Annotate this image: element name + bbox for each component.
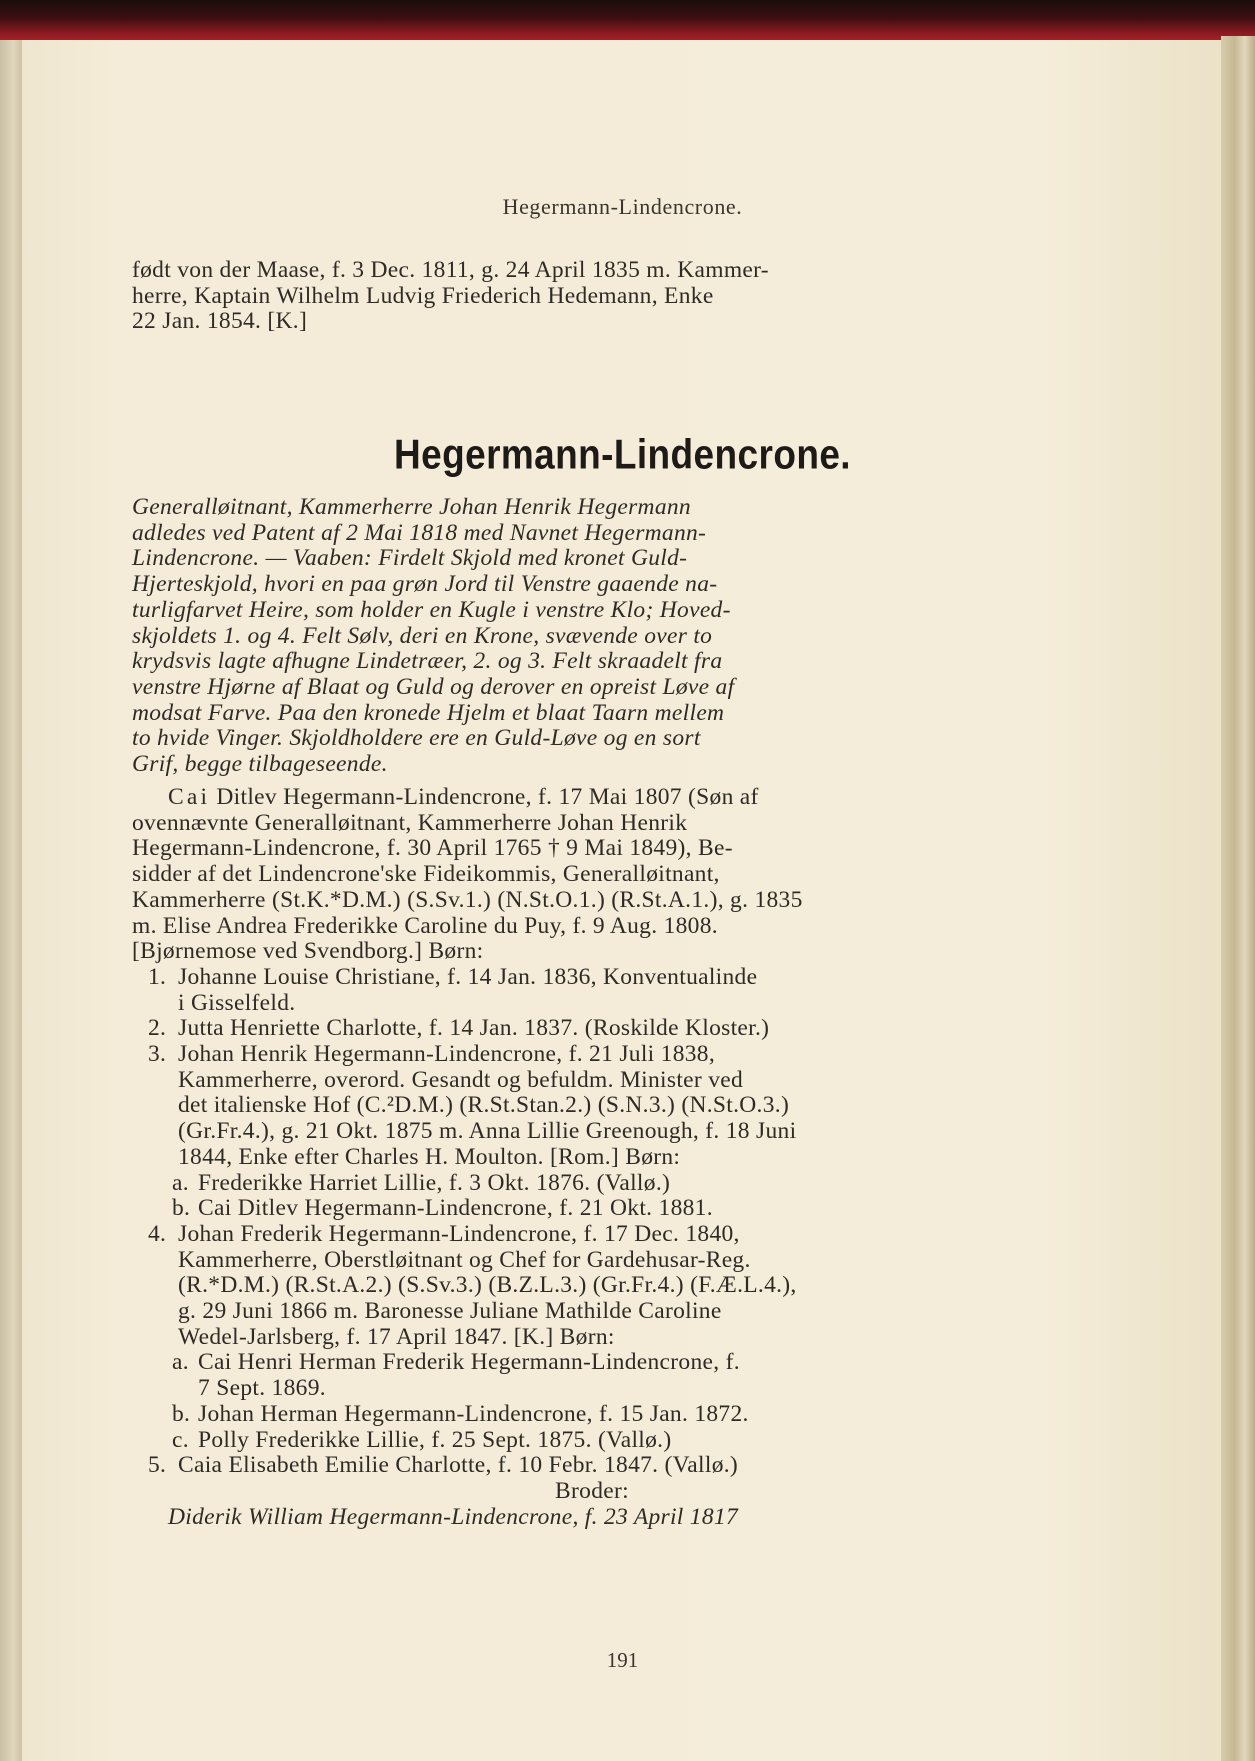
main-entry-line: sidder af det Lindencrone'ske Fideikommis, Generalløitnant, bbox=[132, 861, 720, 888]
grandchild-line: Cai Ditlev Hegermann-Lindencrone, f. 21 Okt. 1881. bbox=[198, 1195, 713, 1222]
child-entry bbox=[132, 1453, 1052, 1479]
grandchild-letter: a. bbox=[172, 1349, 189, 1376]
arms-line: Grif, begge tilbageseende. bbox=[132, 751, 388, 778]
intro-line: født von der Maase, f. 3 Dec. 1811, g. 24 April 1835 m. Kammer- bbox=[132, 257, 769, 283]
child-line: Johanne Louise Christiane, f. 14 Jan. 1836, Konventualinde bbox=[178, 963, 758, 990]
main-entry-name: Cai bbox=[168, 784, 211, 810]
grandchild-line: 7 Sept. 1869. bbox=[198, 1375, 326, 1402]
child-number: 4. bbox=[148, 1220, 167, 1247]
grandchild-entry bbox=[132, 1196, 1052, 1222]
child-number: 2. bbox=[148, 1015, 167, 1042]
grandchild-line: Polly Frederikke Lillie, f. 25 Sept. 1875. (Vallø.) bbox=[198, 1426, 672, 1453]
grandchild-letter: b. bbox=[172, 1400, 191, 1427]
running-head: Hegermann-Lindencrone. bbox=[502, 194, 743, 219]
book-page bbox=[20, 40, 1225, 1761]
arms-description bbox=[132, 495, 1052, 778]
child-line: 1844, Enke efter Charles H. Moulton. [Rom.] Børn: bbox=[178, 1143, 681, 1170]
main-entry-line: ovennævnte Generalløitnant, Kammerherre Johan Henrik bbox=[132, 809, 688, 836]
child-line: Kammerherre, Oberstløitnant og Chef for Gardehusar-Reg. bbox=[178, 1246, 751, 1273]
grandchild-line: Cai Henri Herman Frederik Hegermann-Lindencrone, f. bbox=[198, 1349, 740, 1376]
child-line: (R.*D.M.) (R.St.A.2.) (S.Sv.3.) (B.Z.L.3.) (Gr.Fr.4.) (F.Æ.L.4.), bbox=[178, 1272, 797, 1299]
child-line: Johan Frederik Hegermann-Lindencrone, f. 17 Dec. 1840, bbox=[178, 1220, 740, 1247]
page-number: 191 bbox=[606, 1648, 639, 1672]
child-number: 1. bbox=[148, 963, 167, 990]
page-right-edge bbox=[1221, 36, 1255, 1761]
arms-line: venstre Hjørne af Blaat og Guld og derover en opreist Løve af bbox=[132, 673, 735, 700]
main-entry-line: Kammerherre (St.K.*D.M.) (S.Sv.1.) (N.St.O.1.) (R.St.A.1.), g. 1835 bbox=[132, 886, 803, 913]
child-number: 5. bbox=[148, 1452, 167, 1479]
main-entry-first-line bbox=[132, 785, 1052, 811]
main-entry-line: Ditlev Hegermann-Lindencrone, f. 17 Mai 1807 (Søn af bbox=[210, 784, 759, 810]
child-line: Johan Henrik Hegermann-Lindencrone, f. 21 Juli 1838, bbox=[178, 1041, 716, 1068]
brother-line: Diderik William Hegermann-Lindencrone, f. 23 April 1817 bbox=[168, 1503, 739, 1530]
main-entry-line: m. Elise Andrea Frederikke Caroline du Puy, f. 9 Aug. 1808. bbox=[132, 912, 718, 939]
child-line: Wedel-Jarlsberg, f. 17 April 1847. [K.] Børn: bbox=[178, 1323, 615, 1350]
grandchild-entry bbox=[132, 1171, 1052, 1197]
child-line: (Gr.Fr.4.), g. 21 Okt. 1875 m. Anna Lillie Greenough, f. 18 Juni bbox=[178, 1118, 797, 1145]
grandchild-line: Johan Herman Hegermann-Lindencrone, f. 15 Jan. 1872. bbox=[198, 1400, 749, 1427]
child-line: det italienske Hof (C.²D.M.) (R.St.Stan.2.) (S.N.3.) (N.St.O.3.) bbox=[178, 1092, 790, 1119]
brother-heading: Broder: bbox=[555, 1477, 629, 1504]
grandchild-letter: c. bbox=[172, 1426, 189, 1453]
child-line: Kammerherre, overord. Gesandt og befuldm. Minister ved bbox=[178, 1066, 744, 1093]
grandchild-entry bbox=[132, 1402, 1052, 1428]
arms-line: Hjerteskjold, hvori en paa grøn Jord til Venstre gaaende na- bbox=[132, 571, 718, 598]
intro-paragraph bbox=[132, 258, 1052, 335]
grandchild-entry bbox=[132, 1428, 1052, 1454]
child-entry bbox=[132, 1222, 1052, 1351]
arms-line: adledes ved Patent af 2 Mai 1818 med Navnet Hegermann- bbox=[132, 519, 707, 546]
child-line: g. 29 Juni 1866 m. Baronesse Juliane Mathilde Caroline bbox=[178, 1298, 722, 1325]
child-line: Caia Elisabeth Emilie Charlotte, f. 10 Febr. 1847. (Vallø.) bbox=[178, 1452, 739, 1479]
arms-line: krydsvis lagte afhugne Lindetræer, 2. og 3. Felt skraadelt fra bbox=[132, 648, 723, 675]
grandchild-letter: a. bbox=[172, 1169, 189, 1196]
arms-line: Lindencrone. — Vaaben: Firdelt Skjold med kronet Guld- bbox=[132, 545, 688, 572]
arms-line: skjoldets 1. og 4. Felt Sølv, deri en Krone, svævende over to bbox=[132, 622, 713, 649]
child-number: 3. bbox=[148, 1041, 167, 1068]
child-entry bbox=[132, 1016, 1052, 1042]
main-entry-line: [Bjørnemose ved Svendborg.] Børn: bbox=[132, 938, 484, 965]
child-entry bbox=[132, 1042, 1052, 1171]
intro-line: herre, Kaptain Wilhelm Ludvig Friederich Hedemann, Enke bbox=[132, 282, 714, 309]
main-entry bbox=[132, 785, 1052, 1530]
arms-line: modsat Farve. Paa den kronede Hjelm et blaat Taarn mellem bbox=[132, 699, 725, 726]
child-entry bbox=[132, 965, 1052, 1016]
family-title: Hegermann-Lindencrone. bbox=[394, 431, 851, 478]
arms-line: to hvide Vinger. Skjoldholdere ere en Guld-Løve og en sort bbox=[132, 725, 701, 752]
page-left-edge bbox=[0, 40, 22, 1761]
grandchild-line: Frederikke Harriet Lillie, f. 3 Okt. 1876. (Vallø.) bbox=[198, 1169, 671, 1196]
intro-line: 22 Jan. 1854. [K.] bbox=[132, 308, 308, 335]
grandchild-letter: b. bbox=[172, 1195, 191, 1222]
main-entry-line: Hegermann-Lindencrone, f. 30 April 1765 † 9 Mai 1849), Be- bbox=[132, 835, 733, 862]
child-line: Jutta Henriette Charlotte, f. 14 Jan. 1837. (Roskilde Kloster.) bbox=[178, 1015, 770, 1042]
child-line: i Gisselfeld. bbox=[178, 989, 296, 1016]
arms-line: turligfarvet Heire, som holder en Kugle i venstre Klo; Hoved- bbox=[132, 596, 731, 623]
arms-line: Generalløitnant, Kammerherre Johan Henrik Hegermann bbox=[132, 494, 691, 520]
grandchild-entry bbox=[132, 1350, 1052, 1401]
book-spine-edge bbox=[0, 0, 1255, 44]
